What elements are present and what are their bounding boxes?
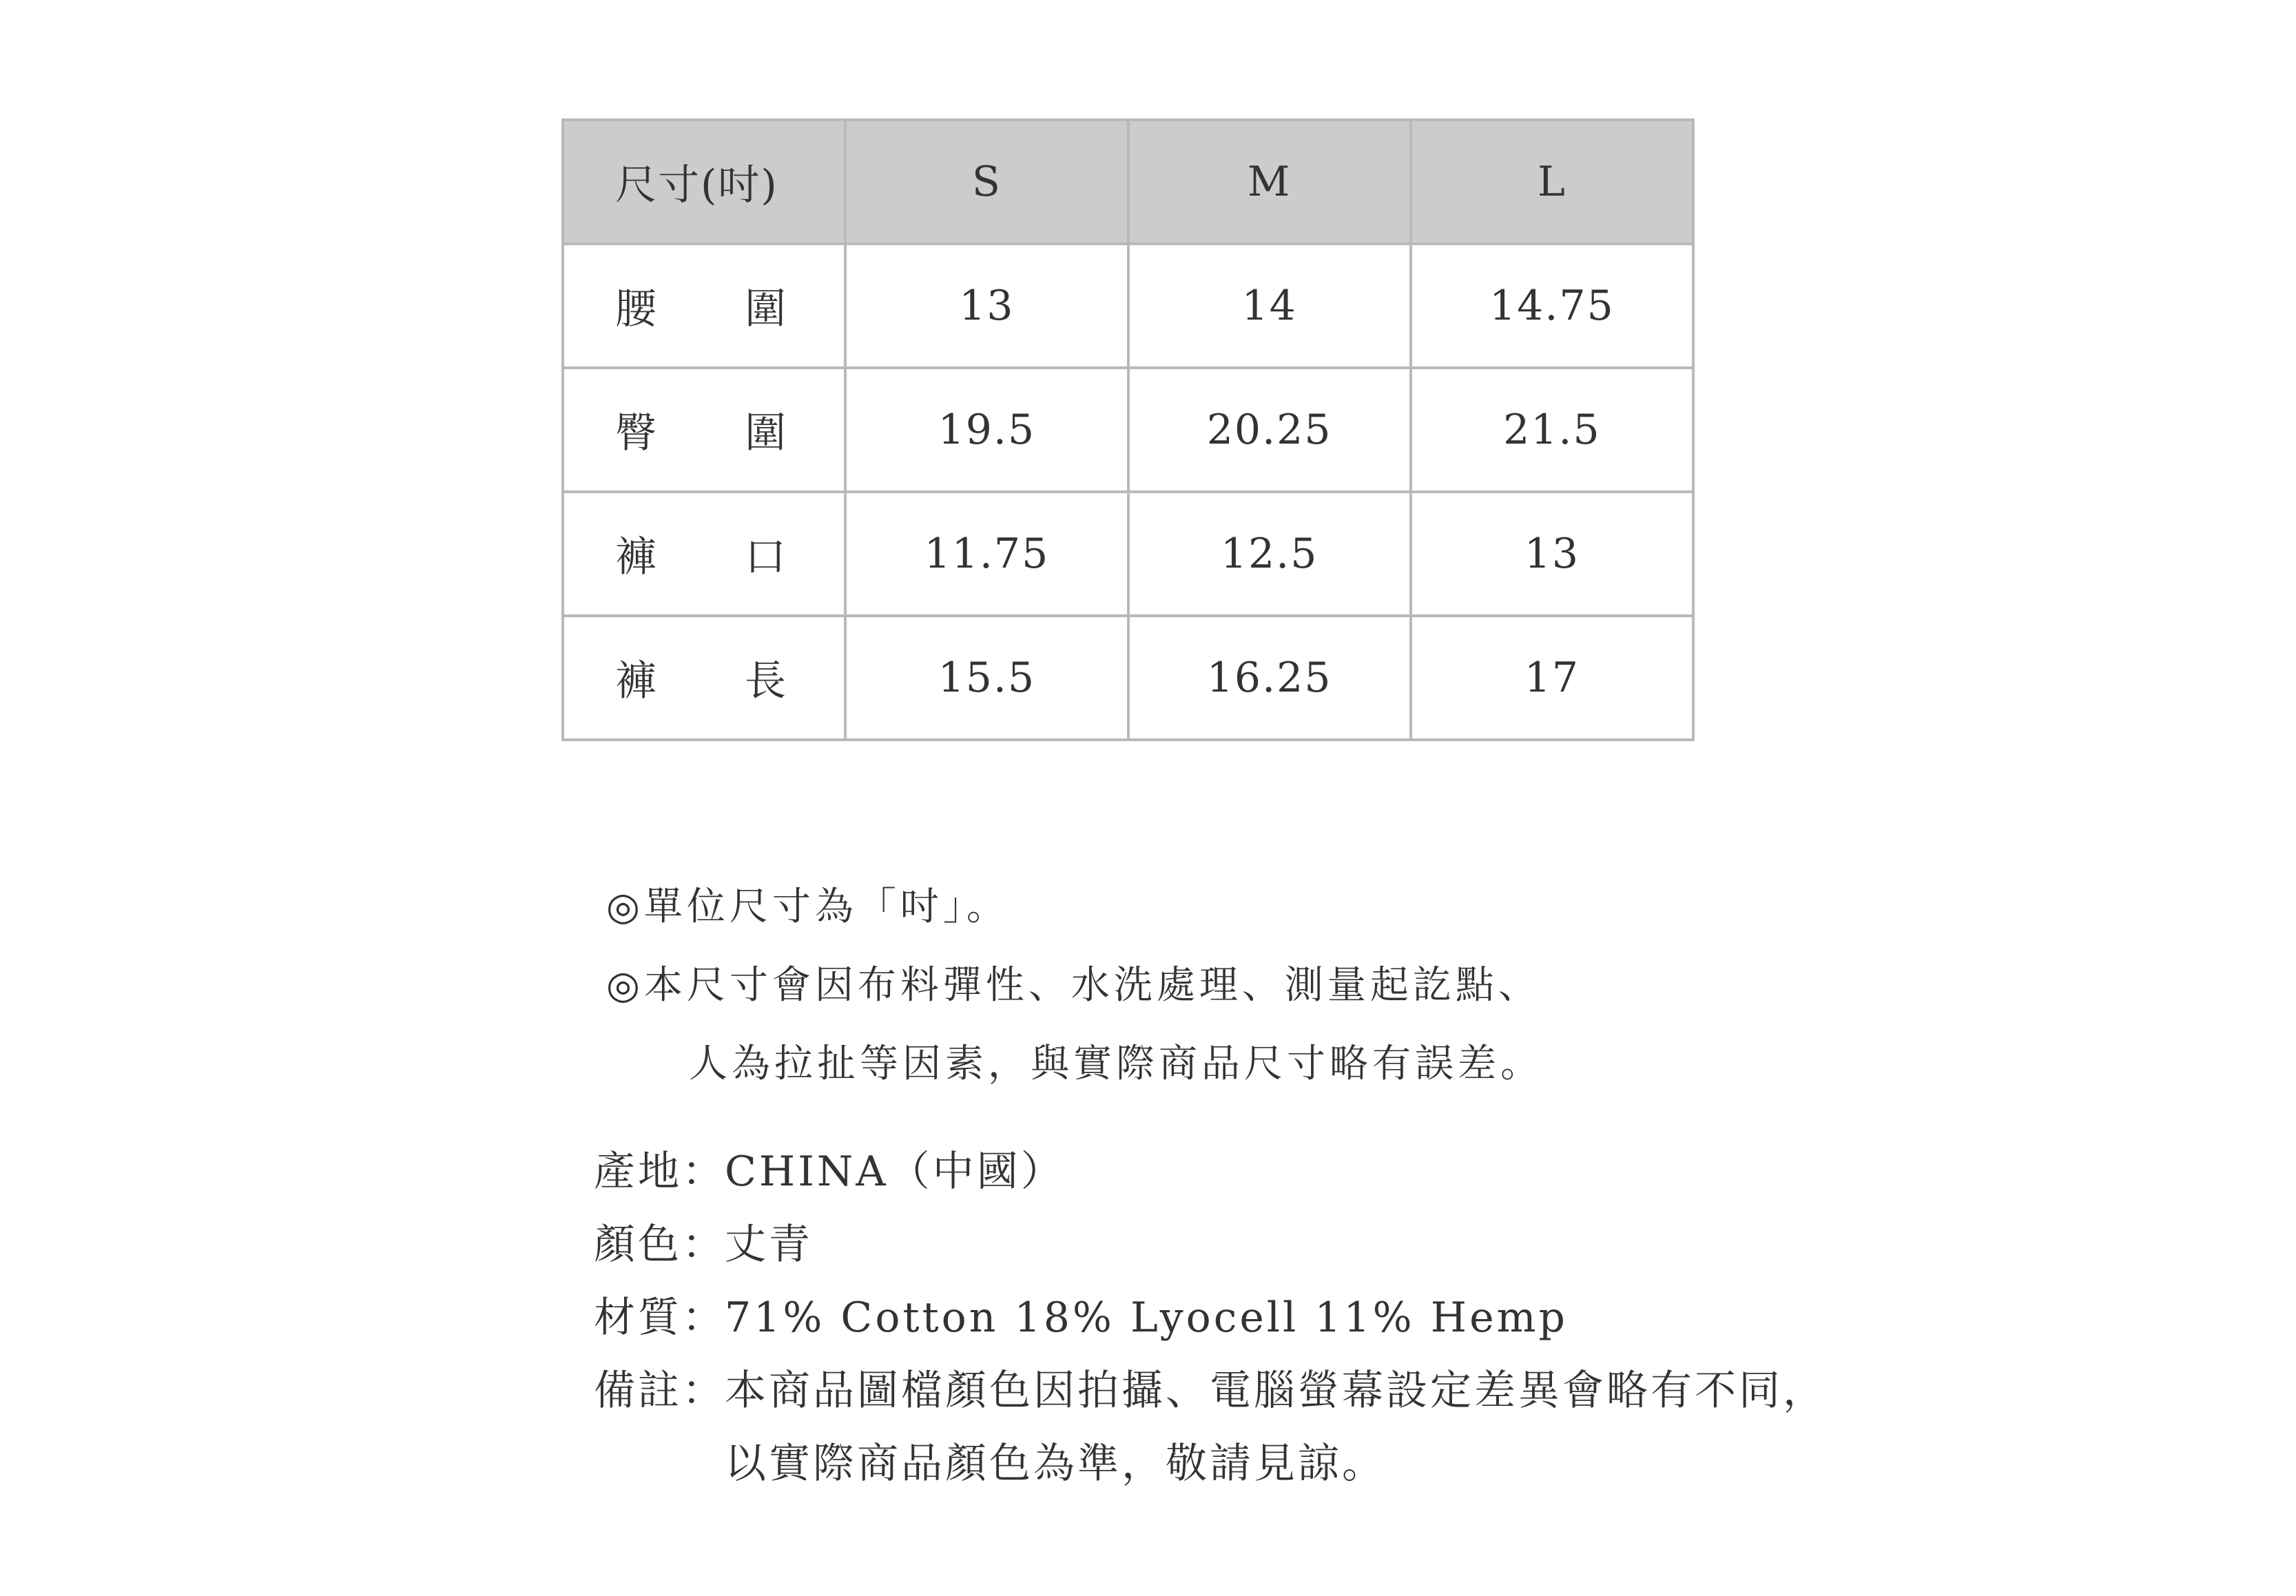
table-cell: 15.5 [845, 616, 1128, 740]
table-row-leg-opening [563, 492, 1693, 616]
row-label-length [563, 616, 845, 740]
table-cell: 14 [1128, 244, 1411, 368]
note-unit: ◎單位尺寸為「吋」。 [606, 884, 1009, 929]
row-label-char: 腰 [615, 285, 658, 333]
note-deviation: ◎本尺寸會因布料彈性、水洗處理、測量起訖點、 [606, 963, 1541, 1008]
remark-line: 本商品圖檔顏色因拍攝、電腦螢幕設定差異會略有不同， [725, 1367, 1827, 1415]
remark-line: 以實際商品顏色為準，敬請見諒。 [725, 1440, 1386, 1488]
remark-value [725, 1354, 1827, 1500]
table-cell: 14.75 [1411, 244, 1693, 368]
row-label-char: 褲 [615, 533, 658, 581]
size-notes [606, 868, 1543, 1103]
table-cell: 12.5 [1128, 492, 1411, 616]
row-label-char: 圍 [745, 409, 787, 457]
table-cell: 11.75 [845, 492, 1128, 616]
header-size-s: S [845, 120, 1128, 244]
remark-row [594, 1354, 1827, 1500]
remark-label: 備註： [594, 1367, 726, 1415]
table-row-length [563, 616, 1693, 740]
color-row [594, 1208, 1827, 1281]
origin-row [594, 1135, 1827, 1208]
table-cell: 16.25 [1128, 616, 1411, 740]
size-chart-table [561, 118, 1695, 741]
table-cell: 13 [1411, 492, 1693, 616]
row-label-char: 口 [745, 533, 787, 581]
table-row-hip [563, 368, 1693, 492]
row-label-char: 褲 [615, 657, 658, 705]
table-cell: 13 [845, 244, 1128, 368]
color-value: 丈青 [725, 1221, 813, 1269]
row-label-char: 長 [745, 657, 787, 705]
table-row-waist [563, 244, 1693, 368]
row-label-waist [563, 244, 845, 368]
table-cell: 21.5 [1411, 368, 1693, 492]
origin-label: 產地： [594, 1148, 726, 1196]
row-label-leg-opening [563, 492, 845, 616]
header-unit-cell: 尺寸(吋) [563, 120, 845, 244]
header-size-m: M [1128, 120, 1411, 244]
row-label-char: 圍 [745, 285, 787, 333]
material-value: 71% Cotton 18% Lyocell 11% Hemp [725, 1294, 1568, 1342]
note-deviation-continued: 人為拉扯等因素，與實際商品尺寸略有誤差。 [689, 1041, 1543, 1086]
table-cell: 17 [1411, 616, 1693, 740]
color-label: 顏色： [594, 1221, 726, 1269]
row-label-hip [563, 368, 845, 492]
size-chart-header-row [563, 120, 1693, 244]
material-label: 材質： [594, 1294, 726, 1342]
table-cell: 20.25 [1128, 368, 1411, 492]
product-info [594, 1135, 1827, 1500]
header-size-l: L [1411, 120, 1693, 244]
origin-value: CHINA（中國） [725, 1148, 1065, 1196]
table-cell: 19.5 [845, 368, 1128, 492]
row-label-char: 臀 [615, 409, 658, 457]
material-row [594, 1281, 1827, 1354]
